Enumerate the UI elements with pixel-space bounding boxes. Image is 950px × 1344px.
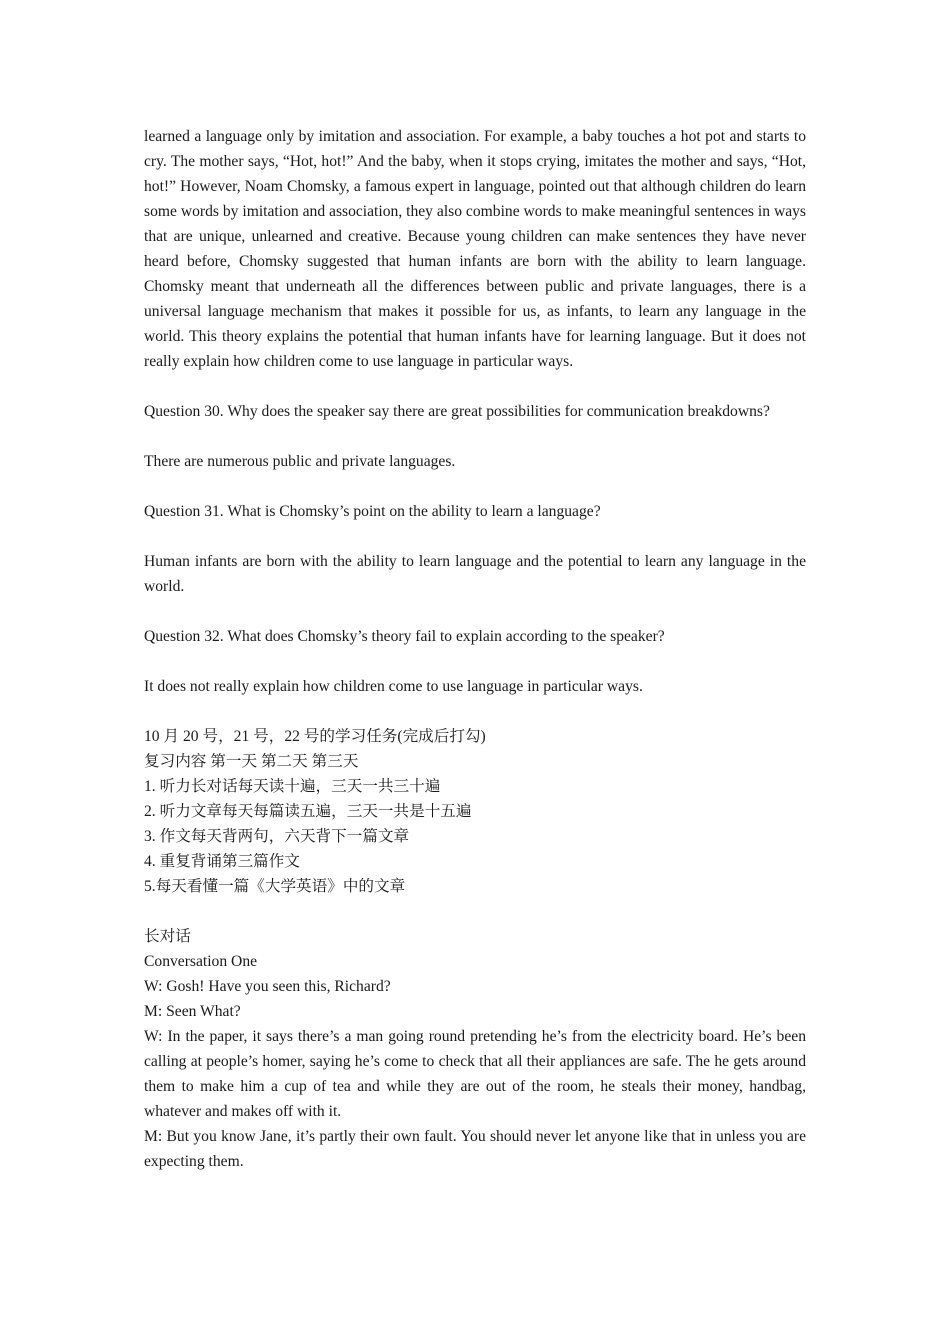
dialogue-line-1: W: Gosh! Have you seen this, Richard? (144, 978, 391, 995)
dialogue-line-4: M: But you know Jane, it’s partly their own fault. You should never let anyone like that in unless you are expecting them. (144, 1128, 806, 1170)
task-title: 10 月 20 号，21 号，22 号的学习任务(完成后打勾) (144, 728, 486, 745)
question-32: Question 32. What does Chomsky’s theory fail to explain according to the speaker? (144, 628, 665, 645)
spacer (144, 699, 806, 724)
task-header: 复习内容 第一天 第二天 第三天 (144, 753, 359, 770)
spacer (144, 474, 806, 499)
answer-32: It does not really explain how children come to use language in particular ways. (144, 678, 643, 695)
question-30: Question 30. Why does the speaker say there are great possibilities for communication breakdowns? (144, 403, 770, 420)
conversation-section-heading: 长对话 (144, 928, 191, 945)
answer-30: There are numerous public and private languages. (144, 453, 456, 470)
question-31: Question 31. What is Chomsky’s point on the ability to learn a language? (144, 503, 601, 520)
dialogue-line-2: M: Seen What? (144, 1003, 241, 1020)
task-item-3: 3. 作文每天背两句，六天背下一篇文章 (144, 828, 410, 845)
spacer (144, 424, 806, 449)
task-item-4: 4. 重复背诵第三篇作文 (144, 853, 300, 870)
task-item-2: 2. 听力文章每天每篇读五遍，三天一共是十五遍 (144, 803, 472, 820)
conversation-title: Conversation One (144, 953, 258, 970)
spacer (144, 899, 806, 924)
document-page (144, 124, 806, 1174)
spacer (144, 649, 806, 674)
answer-31: Human infants are born with the ability to learn language and the potential to learn any language in the world. (144, 553, 806, 595)
task-item-5: 5.每天看懂一篇《大学英语》中的文章 (144, 878, 406, 895)
passage-paragraph: learned a language only by imitation and association. For example, a baby touches a hot pot and starts to cry. The mother says, “Hot, hot!” And the baby, when it stops crying, imitates the mother and says, “Hot, hot!” However, Noam Chomsky, a famous expert in language, pointed out that although children do learn some words by imitation and association, they also combine words to make meaningful sentences in ways that are unique, unlearned and creative. Because young children can make sentences they have never heard before, Chomsky suggested that human infants are born with the ability to learn language. Chomsky meant that underneath all the differences between public and private languages, there is a universal language mechanism that makes it possible for us, as infants, to learn any language in the world. This theory explains the potential that human infants have for learning language. But it does not really explain how children come to use language in particular ways. (144, 128, 806, 370)
task-item-1: 1. 听力长对话每天读十遍，三天一共三十遍 (144, 778, 441, 795)
spacer (144, 374, 806, 399)
spacer (144, 524, 806, 549)
dialogue-line-3: W: In the paper, it says there’s a man going round pretending he’s from the electricity board. He’s been calling at people’s homer, saying he’s come to check that all their appliances are safe. The he gets around them to make him a cup of tea and while they are out of the room, he steals their money, handbag, whatever and makes off with it. (144, 1028, 806, 1120)
spacer (144, 599, 806, 624)
